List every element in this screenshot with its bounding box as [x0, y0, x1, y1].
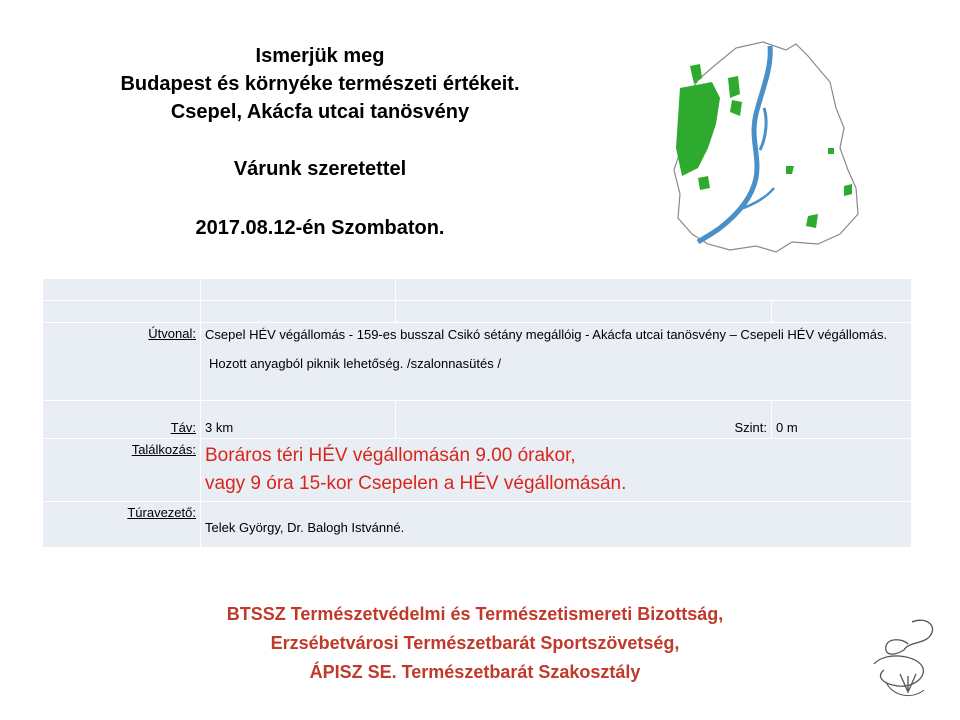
footer-organizers: [80, 600, 870, 687]
leader-label: Túravezető:: [127, 505, 196, 520]
table-row: [43, 301, 912, 323]
club-logo-icon: [864, 612, 942, 704]
footer-line-3: ÁPISZ SE. Természetbarát Szakosztály: [309, 662, 641, 682]
distance-label-cell: [43, 401, 201, 439]
route-value-cell: [201, 323, 912, 401]
route-label-cell: [43, 323, 201, 401]
title-line-1: Ismerjük meg: [255, 45, 385, 67]
level-label: Szint:: [396, 401, 772, 439]
route-note: Hozott anyagból piknik lehetőség. /szalonnasütés /: [209, 356, 501, 371]
empty-cell: [772, 301, 912, 323]
meeting-label: Találkozás:: [131, 442, 196, 457]
empty-cell: [43, 279, 201, 301]
route-row: [43, 323, 912, 401]
level-value: 0 m: [772, 401, 912, 439]
event-date: 2017.08.12-én Szombaton.: [195, 217, 445, 239]
leader-value: Telek György, Dr. Balogh Istvánné.: [201, 502, 912, 548]
title-line-2: Budapest és környéke természeti értékeit.: [120, 73, 520, 95]
welcome-text: Várunk szeretettel: [233, 158, 407, 180]
title-block: [40, 42, 600, 126]
leader-label-cell: [43, 502, 201, 548]
distance-value: 3 km: [201, 401, 396, 439]
empty-cell: [201, 279, 396, 301]
leader-row: [43, 502, 912, 548]
table-row: [43, 279, 912, 301]
empty-cell: [396, 301, 772, 323]
footer-line-2: Erzsébetvárosi Természetbarát Sportszövetség,: [270, 633, 680, 653]
meeting-value-cell: [201, 439, 912, 502]
meeting-label-cell: [43, 439, 201, 502]
distance-row: [43, 401, 912, 439]
route-label: Útvonal:: [148, 326, 196, 341]
meeting-row: [43, 439, 912, 502]
empty-cell: [43, 301, 201, 323]
route-text: Csepel HÉV végállomás - 159-es busszal Csikó sétány megállóig - Akácfa utcai tanösvény – Csepeli HÉV végállomás.: [205, 327, 888, 342]
distance-label: Táv:: [170, 420, 196, 435]
meeting-line-1: Boráros téri HÉV végállomásán 9.00 órakor,: [205, 445, 576, 466]
meeting-line-2: vagy 9 óra 15-kor Csepelen a HÉV végállomásán.: [205, 473, 627, 494]
title-line-3: Csepel, Akácfa utcai tanösvény: [170, 101, 470, 123]
empty-cell: [201, 301, 396, 323]
budapest-map-icon: [668, 38, 866, 272]
footer-line-1: BTSSZ Természetvédelmi és Természetismereti Bizottság,: [226, 604, 724, 624]
tour-info-table: [42, 278, 912, 548]
empty-cell: [396, 279, 912, 301]
